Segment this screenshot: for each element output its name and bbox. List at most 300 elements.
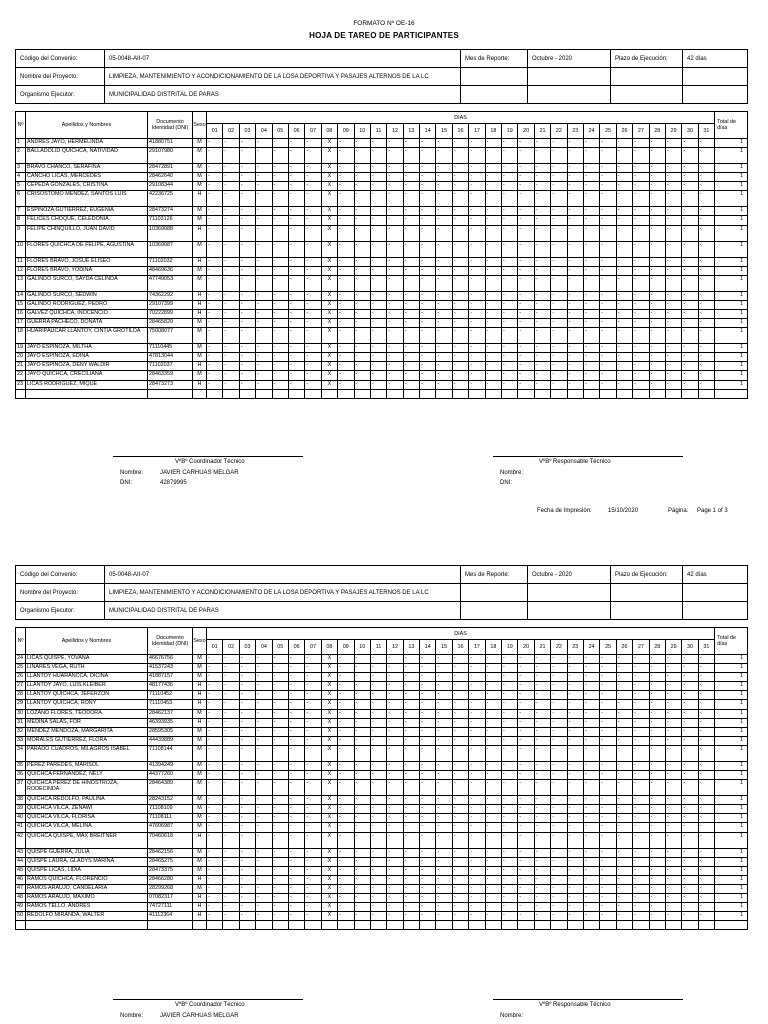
day-cell: - [665, 718, 681, 727]
day-cell: - [239, 173, 255, 182]
participant-dni: 28473274 [148, 207, 193, 216]
participant-dni: 07082317 [148, 893, 193, 902]
day-cell: - [665, 823, 681, 832]
day-cell: - [452, 173, 468, 182]
day-cell: - [600, 736, 616, 745]
day-cell: - [469, 191, 485, 207]
day-cell: - [338, 371, 354, 380]
day-cell: - [682, 225, 698, 241]
day-cell: - [682, 912, 698, 921]
day-cell: - [469, 371, 485, 380]
day-cell: - [534, 912, 550, 921]
day-cell: - [272, 893, 288, 902]
day-cell: - [698, 309, 714, 318]
day-cell: - [551, 173, 567, 182]
day-cell: - [370, 191, 386, 207]
coord-dni-value: 42879995 [160, 480, 187, 486]
day-cell: - [682, 216, 698, 225]
day-cell: - [534, 893, 550, 902]
day-cell: - [207, 780, 223, 796]
day-cell: - [272, 164, 288, 173]
row-number: 16 [16, 309, 26, 318]
day-cell: - [534, 796, 550, 805]
day-cell: - [616, 148, 632, 164]
day-cell: - [239, 673, 255, 682]
day-cell: - [534, 362, 550, 371]
day-cell: - [502, 848, 518, 857]
day-cell: - [682, 664, 698, 673]
day-cell: - [698, 291, 714, 300]
day-cell: - [207, 371, 223, 380]
day-cell: - [223, 225, 239, 241]
day-cell: - [305, 780, 321, 796]
day-cell: - [682, 266, 698, 275]
day-cell: - [502, 371, 518, 380]
day-cell: - [485, 866, 501, 875]
day-cell: - [633, 216, 649, 225]
day-cell: - [600, 655, 616, 664]
day-cell: - [370, 718, 386, 727]
participant-total: 1 [715, 848, 748, 857]
day-cell: - [649, 362, 665, 371]
day-cell: - [534, 241, 550, 257]
day-cell: - [370, 207, 386, 216]
row-number: 14 [16, 291, 26, 300]
participant-name: QUISPE LICAS, LIDIA [26, 866, 148, 875]
participant-name: LOZANO FLORES, TEODORA [26, 709, 148, 718]
day-cell: - [518, 796, 534, 805]
day-cell: - [616, 216, 632, 225]
day-header: 14 [420, 640, 436, 655]
organismo-value: MUNICIPALIDAD DISTRITAL DE PARAS [105, 86, 461, 104]
day-cell: X [321, 805, 337, 814]
day-cell: - [354, 300, 370, 309]
day-cell: - [207, 848, 223, 857]
day-cell: - [616, 319, 632, 328]
day-cell: - [649, 823, 665, 832]
participant-sex: M [193, 823, 207, 832]
day-cell: - [469, 727, 485, 736]
participant-total: 1 [715, 884, 748, 893]
day-cell: - [616, 225, 632, 241]
day-cell: - [272, 191, 288, 207]
day-cell: - [616, 893, 632, 902]
day-cell: - [338, 344, 354, 353]
day-cell: - [502, 780, 518, 796]
day-cell: - [649, 903, 665, 912]
participant-sex: M [193, 805, 207, 814]
row-number: 22 [16, 371, 26, 380]
day-cell: - [452, 771, 468, 780]
day-cell: - [239, 832, 255, 848]
day-cell: - [207, 727, 223, 736]
participant-name: PEREZ PAREDES, MARISOL [26, 761, 148, 770]
day-cell: - [338, 182, 354, 191]
day-cell: - [698, 319, 714, 328]
day-cell: - [452, 257, 468, 266]
participant-total: 1 [715, 291, 748, 300]
day-cell: - [485, 309, 501, 318]
day-cell: - [207, 380, 223, 389]
day-cell: - [420, 727, 436, 736]
day-cell: - [370, 700, 386, 709]
day-cell: - [665, 291, 681, 300]
day-cell: - [567, 173, 583, 182]
day-cell: - [567, 225, 583, 241]
day-cell: - [420, 380, 436, 389]
day-cell: - [600, 241, 616, 257]
participant-name: GALINDO SURCO, SAYDA CELINDA [26, 275, 148, 291]
day-header: 31 [698, 640, 714, 655]
day-cell: - [354, 309, 370, 318]
day-cell: - [485, 814, 501, 823]
day-cell: - [583, 866, 599, 875]
day-cell: - [370, 319, 386, 328]
day-cell: - [502, 173, 518, 182]
day-cell: - [370, 745, 386, 761]
day-cell: - [272, 875, 288, 884]
day-cell: X [321, 718, 337, 727]
day-cell: - [387, 805, 403, 814]
day-cell: - [403, 139, 419, 148]
participant-dni: 44439889 [148, 736, 193, 745]
table-row [16, 805, 748, 814]
day-header: 22 [551, 124, 567, 139]
day-cell: - [633, 380, 649, 389]
day-cell: - [288, 673, 304, 682]
day-cell: - [600, 745, 616, 761]
day-cell: - [338, 745, 354, 761]
day-cell: - [436, 164, 452, 173]
day-cell: - [583, 805, 599, 814]
day-cell: X [321, 319, 337, 328]
day-cell: - [649, 655, 665, 664]
day-cell: - [403, 823, 419, 832]
table-row [16, 673, 748, 682]
participant-sex: H [193, 257, 207, 266]
day-cell: - [518, 266, 534, 275]
day-header: 01 [207, 640, 223, 655]
day-cell: - [354, 207, 370, 216]
day-cell: - [567, 371, 583, 380]
day-cell: - [239, 682, 255, 691]
day-cell: - [272, 319, 288, 328]
day-cell: - [518, 848, 534, 857]
day-cell: - [616, 291, 632, 300]
day-cell: - [698, 225, 714, 241]
participants-table-page1 [15, 111, 748, 399]
day-cell: - [682, 761, 698, 770]
day-cell: - [305, 344, 321, 353]
day-cell: - [223, 164, 239, 173]
day-cell: - [485, 796, 501, 805]
day-cell: - [616, 207, 632, 216]
day-cell: - [354, 884, 370, 893]
row-number: 47 [16, 884, 26, 893]
day-cell: - [502, 796, 518, 805]
day-cell: - [436, 319, 452, 328]
plazo-value: 42 días [683, 50, 748, 68]
day-cell: - [207, 164, 223, 173]
participant-dni: 71110445 [148, 344, 193, 353]
day-cell: - [452, 780, 468, 796]
day-cell: X [321, 832, 337, 848]
day-cell: - [223, 848, 239, 857]
day-cell: - [633, 761, 649, 770]
day-cell: - [338, 709, 354, 718]
day-cell: - [338, 225, 354, 241]
day-cell: - [469, 903, 485, 912]
day-cell: - [583, 655, 599, 664]
day-cell: - [518, 875, 534, 884]
day-cell: - [551, 362, 567, 371]
day-cell: - [600, 362, 616, 371]
day-cell: - [239, 796, 255, 805]
row-number: 33 [16, 736, 26, 745]
day-cell: - [354, 736, 370, 745]
day-cell: - [485, 805, 501, 814]
day-cell: - [370, 832, 386, 848]
day-cell: - [256, 682, 272, 691]
participant-sex: H [193, 875, 207, 884]
day-cell: - [370, 691, 386, 700]
day-cell: - [207, 139, 223, 148]
day-cell: - [256, 745, 272, 761]
table-row [16, 727, 748, 736]
day-cell: - [682, 148, 698, 164]
day-cell: - [436, 875, 452, 884]
day-cell: - [698, 866, 714, 875]
day-cell: - [256, 182, 272, 191]
day-header: 02 [223, 640, 239, 655]
day-header: 12 [387, 124, 403, 139]
day-cell: - [420, 700, 436, 709]
day-cell: - [420, 736, 436, 745]
day-cell: - [338, 216, 354, 225]
day-cell: - [469, 709, 485, 718]
day-cell: - [600, 309, 616, 318]
day-header: 07 [305, 640, 321, 655]
day-cell: - [518, 207, 534, 216]
day-cell: - [223, 664, 239, 673]
day-cell: - [207, 173, 223, 182]
participant-sex: M [193, 857, 207, 866]
day-header: 15 [436, 124, 452, 139]
day-cell: - [256, 380, 272, 389]
day-cell: - [436, 727, 452, 736]
day-cell: - [682, 173, 698, 182]
day-cell: - [354, 761, 370, 770]
day-cell: - [305, 832, 321, 848]
day-cell: - [518, 761, 534, 770]
day-cell: - [223, 912, 239, 921]
day-cell: - [272, 912, 288, 921]
day-cell: - [583, 173, 599, 182]
day-cell: - [633, 805, 649, 814]
day-cell: - [436, 903, 452, 912]
day-cell: - [567, 771, 583, 780]
day-cell: - [518, 362, 534, 371]
day-cell: - [583, 796, 599, 805]
table-row [16, 291, 748, 300]
day-cell: - [469, 805, 485, 814]
day-cell: - [583, 700, 599, 709]
row-number: 20 [16, 353, 26, 362]
day-cell: - [223, 780, 239, 796]
day-cell: - [420, 814, 436, 823]
day-cell: - [485, 691, 501, 700]
day-cell: - [354, 814, 370, 823]
day-cell: X [321, 682, 337, 691]
day-cell: - [583, 912, 599, 921]
day-cell: - [616, 709, 632, 718]
day-cell: - [534, 191, 550, 207]
day-cell: - [387, 257, 403, 266]
day-cell: - [698, 848, 714, 857]
day-cell: - [502, 875, 518, 884]
day-cell: - [272, 796, 288, 805]
col-num-header: Nº [16, 628, 26, 655]
day-cell: - [616, 823, 632, 832]
day-cell: - [518, 857, 534, 866]
day-header: 29 [665, 124, 681, 139]
day-cell: - [370, 148, 386, 164]
day-cell: - [518, 771, 534, 780]
row-number: 30 [16, 709, 26, 718]
day-cell: - [469, 344, 485, 353]
day-cell: - [239, 216, 255, 225]
day-header: 15 [436, 640, 452, 655]
day-cell: - [649, 857, 665, 866]
day-cell: - [272, 225, 288, 241]
day-cell: - [502, 903, 518, 912]
day-cell: - [682, 736, 698, 745]
participant-dni: 28472891 [148, 164, 193, 173]
day-cell: - [583, 225, 599, 241]
day-cell: - [354, 875, 370, 884]
day-cell: - [682, 832, 698, 848]
participant-sex: H [193, 362, 207, 371]
day-cell: - [567, 344, 583, 353]
day-cell: - [485, 848, 501, 857]
day-cell: - [256, 328, 272, 344]
day-cell: - [665, 266, 681, 275]
day-cell: - [452, 884, 468, 893]
day-cell: - [354, 682, 370, 691]
day-cell: - [288, 832, 304, 848]
day-cell: - [633, 745, 649, 761]
table-row [16, 884, 748, 893]
day-cell: - [551, 655, 567, 664]
day-cell: - [256, 709, 272, 718]
day-cell: - [288, 266, 304, 275]
day-cell: - [485, 275, 501, 291]
day-cell: - [436, 736, 452, 745]
day-cell: - [567, 814, 583, 823]
day-cell: - [600, 857, 616, 866]
day-cell: - [420, 884, 436, 893]
participant-dni: 41887157 [148, 673, 193, 682]
participant-total: 1 [715, 655, 748, 664]
col-dias-header: DIAS [207, 628, 715, 640]
day-cell: - [207, 362, 223, 371]
row-number: 31 [16, 718, 26, 727]
day-cell: - [633, 673, 649, 682]
participant-total: 1 [715, 344, 748, 353]
day-cell: - [518, 173, 534, 182]
participant-total: 1 [715, 319, 748, 328]
day-cell: - [649, 225, 665, 241]
day-cell: - [534, 344, 550, 353]
day-cell: - [551, 745, 567, 761]
row-number: 42 [16, 832, 26, 848]
day-cell: - [256, 173, 272, 182]
day-cell: - [616, 903, 632, 912]
participant-sex: H [193, 309, 207, 318]
day-cell: - [583, 682, 599, 691]
day-cell: - [469, 823, 485, 832]
day-cell: - [551, 682, 567, 691]
day-cell: X [321, 328, 337, 344]
day-header: 24 [583, 640, 599, 655]
day-cell: - [272, 182, 288, 191]
day-cell: - [370, 309, 386, 318]
day-cell: - [452, 709, 468, 718]
day-cell: - [567, 805, 583, 814]
day-cell: - [239, 191, 255, 207]
day-cell: - [469, 718, 485, 727]
day-cell: - [354, 371, 370, 380]
day-cell: - [649, 691, 665, 700]
day-header: 27 [633, 124, 649, 139]
day-cell: - [485, 745, 501, 761]
table-row [16, 682, 748, 691]
day-cell: - [567, 275, 583, 291]
day-cell: - [338, 148, 354, 164]
day-cell: - [485, 832, 501, 848]
participant-dni: 28462137 [148, 709, 193, 718]
day-cell: - [305, 796, 321, 805]
table-row [16, 709, 748, 718]
col-total-header: Total de días [715, 112, 748, 139]
day-cell: - [207, 805, 223, 814]
day-cell: - [469, 164, 485, 173]
day-cell: - [288, 309, 304, 318]
participant-total: 1 [715, 727, 748, 736]
day-cell: - [305, 319, 321, 328]
day-cell: - [272, 682, 288, 691]
day-cell: - [436, 709, 452, 718]
day-cell: - [436, 691, 452, 700]
day-cell: - [420, 275, 436, 291]
day-cell: - [288, 823, 304, 832]
day-cell: - [272, 709, 288, 718]
day-cell: - [567, 796, 583, 805]
day-cell: - [452, 718, 468, 727]
day-cell: - [600, 832, 616, 848]
day-cell: - [551, 866, 567, 875]
table-row [16, 857, 748, 866]
day-cell: - [272, 761, 288, 770]
day-cell: - [256, 191, 272, 207]
day-cell: X [321, 380, 337, 389]
day-cell: - [452, 805, 468, 814]
day-cell: - [387, 344, 403, 353]
day-cell: - [207, 275, 223, 291]
day-cell: - [583, 380, 599, 389]
day-cell: - [567, 709, 583, 718]
day-cell: - [239, 139, 255, 148]
